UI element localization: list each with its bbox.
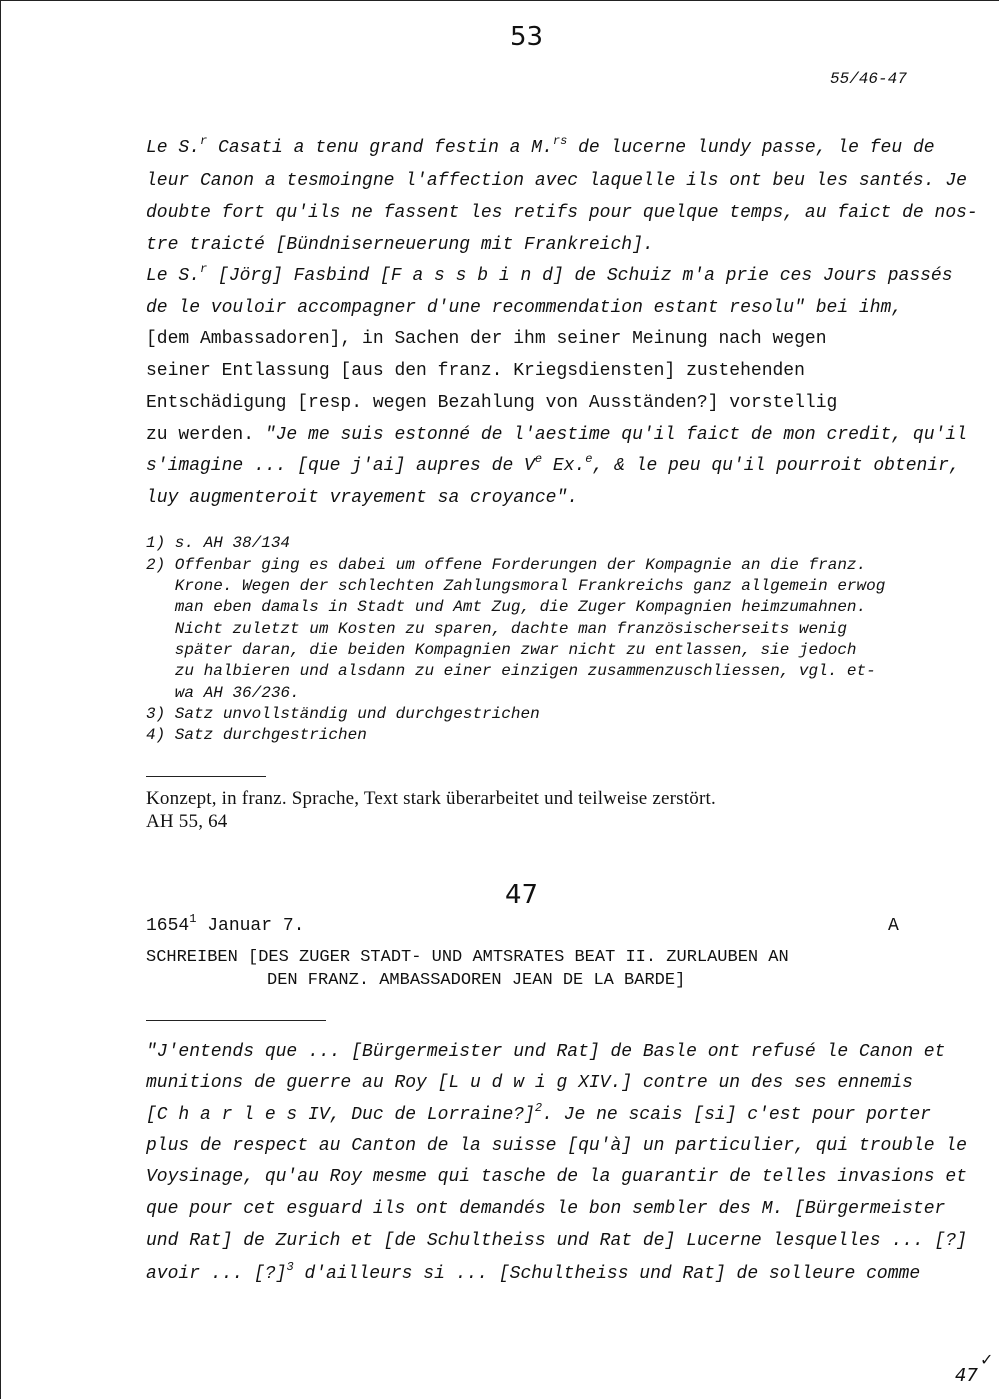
text-line: "J'entends que ... [Bürgermeister und Rat] de Basle ont refusé le Canon et [146,1042,946,1062]
document-date: 1654$^1$ Januar 7. [146,912,305,936]
text-line: tre traicté [Bündniserneuerung mit Frankreich]. [146,235,654,255]
text-line: munitions de guerre au Roy [L u d w i g XIV.] contre un des ses ennemis [146,1073,913,1093]
footnote-line: Krone. Wegen der schlechten Zahlungsmoral Frankreichs ganz allgemein erwog [146,577,886,595]
text-line: Voysinage, qu'au Roy mesme qui tasche de la guarantir de telles invasions et [146,1167,967,1187]
archive-reference: AH 55, 64 [146,811,228,832]
text-line: avoir ... [?]$^3$ d'ailleurs si ... [Schultheiss und Rat] de solleure comme [146,1260,921,1284]
text-line: leur Canon a tesmoingne l'affection avec laquelle ils ont beu les santés. Je [146,171,967,191]
text-line: [dem Ambassadoren], in Sachen der ihm seiner Meinung nach wegen [146,329,827,349]
footnote-line: später daran, die beiden Kompagnien zwar nicht zu entlassen, sie jedoch [146,641,857,659]
footnote-line: zu halbieren und alsdann zu einer einzigen zusammenzuschliessen, vgl. et- [146,662,876,680]
text-line: doubte fort qu'ils ne fassent les retifs pour quelque temps, au faict de nos- [146,203,978,223]
footnote-line: 2) Offenbar ging es dabei um offene Forderungen der Kompagnie an die franz. [146,556,867,574]
text-line: luy augmenteroit vrayement sa croyance". [146,488,579,508]
footnote-line: 3) Satz unvollständig und durchgestrichen [146,705,540,723]
text-line: [C h a r l e s IV, Duc de Lorraine?]$^2$. Je ne scais [si] c'est pour porter [146,1101,931,1125]
text-line: Entschädigung [resp. wegen Bezahlung von Ausständen?] vorstellig [146,393,838,413]
section-rule [146,776,266,777]
footnote-line: 1) s. AH 38/134 [146,534,291,552]
footnote-line: Nicht zuletzt um Kosten zu sparen, dachte man französischerseits wenig [146,620,847,638]
text-line: und Rat] de Zurich et [de Schultheiss und Rat de] Lucerne lesquelles ... [?] [146,1231,967,1251]
text-line: Le S.$^r$ [Jörg] Fasbind [F a s s b i n d] de Schuiz m'a prie ces Jours passés [146,262,953,286]
page-mark-bottom: 47 [955,1365,978,1386]
page-mark-top: 53 [510,22,544,52]
text-line: que pour cet esguard ils ont demandés le bon sembler des M. [Bürgermeister [146,1199,946,1219]
footnote-line: wa AH 36/236. [146,684,300,702]
text-line: Le S.$^r$ Casati a tenu grand festin a M.$^{rs}$ de lucerne lundy passe, le feu de [146,134,935,158]
text-line: seiner Entlassung [aus den franz. Kriegsdiensten] zustehenden [146,361,805,381]
document-title-cont: DEN FRANZ. AMBASSADOREN JEAN DE LA BARDE] [267,971,686,990]
footnote-line: man eben damals in Stadt und Amt Zug, die Zuger Kompagnien heimzumahnen. [146,598,867,616]
text-line: zu werden. "Je me suis estonné de l'aestime qu'il faict de mon credit, qu'il [146,425,967,445]
text-line: s'imagine ... [que j'ai] aupres de Ve Ex.$^e$, & le peu qu'il pourroit obtenir, [146,452,960,476]
section-rule [146,1020,326,1021]
footnote-line: 4) Satz durchgestrichen [146,726,367,744]
text-line: plus de respect au Canton de la suisse [qu'à] un particulier, qui trouble le [146,1136,967,1156]
page-reference: 55/46-47 [830,70,907,88]
document-number: 47 [505,880,539,910]
source-note: Konzept, in franz. Sprache, Text stark überarbeitet und teilweise zerstört. [146,788,716,809]
text-line: de le vouloir accompagner d'une recommendation estant resolu" bei ihm, [146,298,903,318]
checkmark-icon: ✓ [980,1350,994,1369]
document-letter: A [888,916,899,936]
document-title: SCHREIBEN [DES ZUGER STADT- UND AMTSRATES BEAT II. ZURLAUBEN AN [146,948,789,967]
